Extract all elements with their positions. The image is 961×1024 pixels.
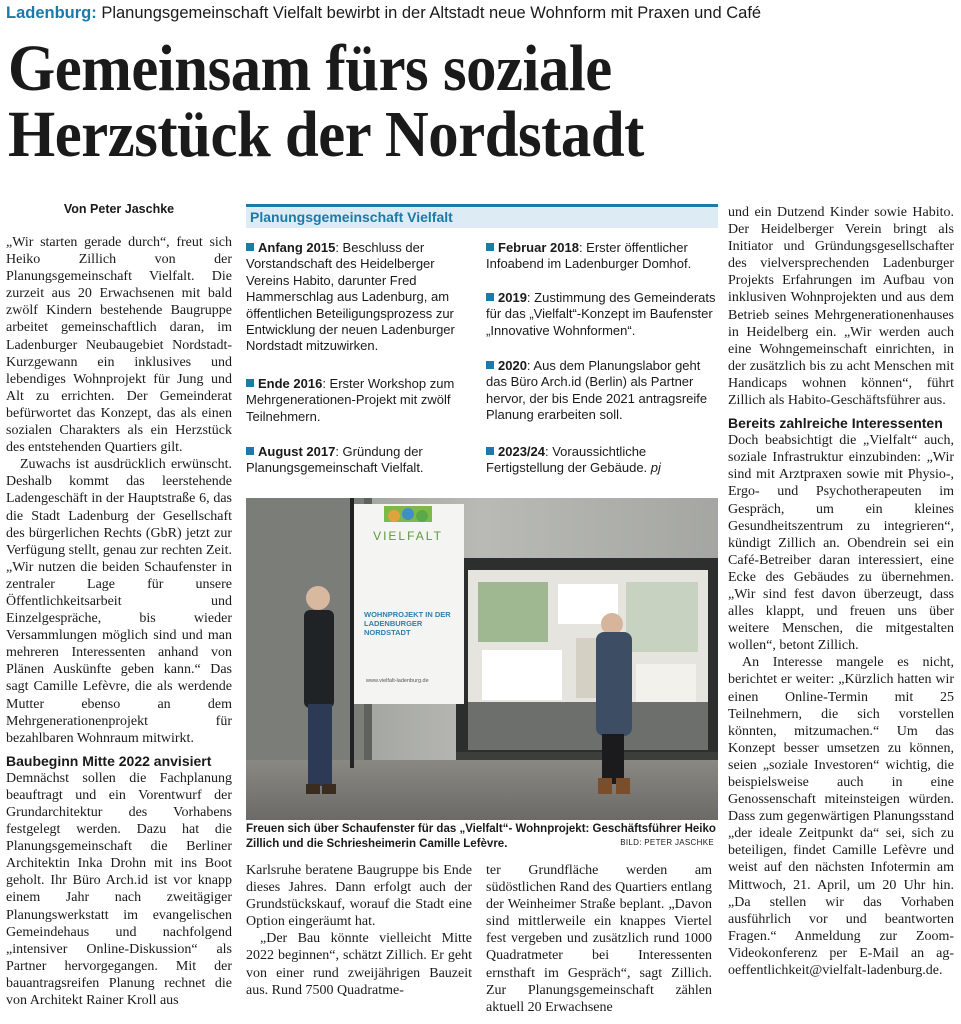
kicker-text: Planungsgemeinschaft Vielfalt bewirbt in der Altstadt neue Wohnform mit Praxen und Café [96, 4, 762, 22]
timeline-item: Februar 2018: Erster öffentlicher Infoabend im Ladenburger Domhof. [486, 240, 692, 272]
person-man [304, 586, 336, 794]
kicker-place: Ladenburg: [6, 4, 97, 22]
bullet-square-icon [486, 361, 494, 369]
bullet-square-icon [246, 447, 254, 455]
timeline-item: Anfang 2015: Beschluss der Vorstandschaft des Heidelberger Vereins Habito, darunter Fred Hammerschlag aus Ladenburg, am öffentlichen Beteiligungsprozess zur Entwicklung der neuen Ladenburger Nordstadt mitzuwirken. [246, 240, 455, 354]
subheading: Baubeginn Mitte 2022 anvisiert [6, 752, 212, 769]
paragraph: Doch beabsichtigt die „Vielfalt“ auch, soziale Infrastruktur einzubinden: „Wir sind mit Arztpraxen sowie mit Physio-, Ergo- und Psychotherapeuten im Gespräch, um ein kleines Gesundheitszentrum zu integrieren“, kündigt Zillich an. Obendrein sei ein Café-Betreiber daran interessiert, eine Ecke des Gebäudes zu übernehmen. „Wir sind fest davon überzeugt, dass alles klappt, und freuen uns über weitere Menschen, die mitgestalten wollen“, betont Zillich. [728, 433, 954, 654]
paragraph: Karlsruhe beratene Baugruppe bis Ende dieses Jahres. Dann erfolgt auch der Grundstückskauf, worauf die Stadt eine Option eingeräumt hat. [246, 863, 472, 930]
paragraph: ter Grundfläche werden am südöstlichen Rand des Quartiers entlang der Weinheimer Straße beplant. „Davon sind mittlerweile ein knappes Viertel fest vergeben und zusätzlich rund 1000 Quadratmeter bei Interessenten ernsthaft im Gespräch“, sagt Zillich. Zur Planungsgemeinschaft zählen aktuell 20 Erwachsene [486, 863, 712, 1015]
timeline-title: Planungsgemeinschaft Vielfalt [246, 204, 718, 228]
timeline-item: August 2017: Gründung der Planungsgemeinschaft Vielfalt. [246, 444, 424, 476]
paragraph: „Wir starten gerade durch“, freut sich Heiko Zillich von der Planungsgemeinschaft Vielfalt. Die zurzeit aus 20 Erwachsenen mit bald zwölf Kindern bestehende Baugruppe arbeitet gemeinschaftlich daran, im Ladenburger Neubaugebiet Nordstadt-Kurzgewann ein inklusives und lebendiges Wohnprojekt für Jung und Alt zu errichten. Der Gemeinderat befürwortet das Konzept, das als einen sozialen Charakters als ein Herzstück des entstehenden Quartiers gilt. [6, 235, 232, 456]
banner-brand: VIELFALT [373, 529, 443, 543]
caption-text: Freuen sich über Schaufenster für das „Vielfalt“- Wohnprojekt: Geschäftsführer Heiko Zillich und die Schriesheimerin Camille Lefèvre. [246, 823, 716, 850]
timeline-item: 2019: Zustimmung des Gemeinderats für das „Vielfalt“-Konzept im Baufenster „Innovative Wohnformen“. [486, 290, 716, 338]
bullet-square-icon [486, 447, 494, 455]
banner-url: www.vielfalt-ladenburg.de [366, 678, 429, 684]
bullet-square-icon [486, 243, 494, 251]
paragraph: An Interesse mangele es nicht, berichtet er weiter: „Kürzlich hatten wir einen Online-Termin mit 25 Teilnehmern, die sich vorstellen könnten, mitzumachen.“ Um das Konzept besser umsetzen zu können, seien „soziale Investoren“ wichtig, die beispielsweise auch in eine Genossenschaft miteinsteigen würden. Dass zum gegenwärtigen Planungsstand „der ideale Zeitpunkt da“ sei, sich zu beteiligen, findet Camille Lefèvre und weist auf den nächsten Infotermin am Mittwoch, 21. April, um 20 Uhr hin. „Da stellen wir das Vorhaben ausführlich vor und beantworten Fragen.“ Anmeldung zur Zoom-Videokonferenz per E-Mail an ag-oeffentlichkeit@vielfalt-ladenburg.de. [728, 655, 954, 979]
kicker [6, 4, 956, 26]
column-2 [246, 862, 472, 999]
timeline-item: 2023/24: Voraussichtliche Fertigstellung der Gebäude. pj [486, 444, 661, 476]
headline [8, 32, 877, 171]
bullet-square-icon [246, 379, 254, 387]
bullet-square-icon [486, 293, 494, 301]
timeline-item: Ende 2016: Erster Workshop zum Mehrgenerationen-Projekt mit zwölf Teilnehmern. [246, 376, 455, 424]
timeline-item: 2020: Aus dem Planungslabor geht das Büro Arch.id (Berlin) als Partner hervor, der bis Ende 2021 antragsreife Planung erarbeiten soll. [486, 358, 708, 423]
article-photo [246, 498, 718, 820]
column-4 [728, 204, 954, 979]
photo-credit: BILD: PETER JASCHKE [620, 838, 714, 847]
paragraph: und ein Dutzend Kinder sowie Habito. Der Heidelberger Verein bringt als Initiator und Gründungsgesellschafter des vielversprechenden Ladenburger Projekts Erfahrungen im Aufbau von inklusiven Wohnprojekten und aus dem Betrieb seines Mehrgenerationenhauses in Heidelberg ein. „Wir werden auch eine Wohngemeinschaft einrichten, in der zusätzlich bis zu acht Menschen mit Handicaps wohnen können“, führt Zillich als Habito-Geschäftsführer aus. [728, 205, 954, 409]
banner-text: WOHNPROJEKT IN DER LADENBURGER NORDSTADT [364, 610, 451, 637]
byline: Von Peter Jaschke [63, 202, 175, 216]
column-3 [486, 862, 712, 1016]
timeline-box [246, 204, 718, 484]
headline-line2: Herzstück der Nordstadt [8, 98, 644, 171]
headline-line1: Gemeinsam fürs soziale [8, 32, 612, 105]
photo-illustration [246, 498, 718, 820]
paragraph: Zuwachs ist ausdrücklich erwünscht. Deshalb kommt das leerstehende Ladengeschäft in der Hauptstraße 6, das die Stadt Ladenburg der Gesellschaft des bürgerlichen Rechts (GbR) jetzt zur Verfügung stellt, genau zur rechten Zeit. „Wir nutzen die beiden Schaufenster in zentraler Lage für unsere Öffentlichkeitsarbeit und Einzelgespräche, bis wieder Versammlungen möglich sind und man mehreren Interessenten anhand von Plänen Auskünfte geben kann.“ Das sagt Camille Lefèvre, die als werdende Mutter ebenso an dem Mehrgenerationenprojekt für bezahlbaren Wohnraum mitwirkt. [6, 457, 232, 746]
photo-caption [246, 822, 718, 851]
subheading: Bereits zahlreiche Interessenten [728, 415, 943, 432]
paragraph: „Der Bau könnte vielleicht Mitte 2022 beginnen“, schätzt Zillich. Er geht von einer rund zweijährigen Bauzeit aus. Rund 7500 Quadratme- [246, 931, 472, 998]
bullet-square-icon [246, 243, 254, 251]
paragraph: Demnächst sollen die Fachplanung beauftragt und ein Vorentwurf der Grundarchitektur des Vorhabens festgelegt werden. Dazu hat die Planungsgemeinschaft die Berliner Architektin Inka Drohn mit ins Boot geholt. Ihr Büro Arch.id ist vor knapp einem Jahr nach zweitägiger Planungswerkstatt im evangelischen Gemeindehaus und nachfolgend „intensiver Online-Diskussion“ als Partner hervorgegangen. Mit der bauantragsreifen Planung rechnet die von Architekt Rainer Kroll aus [6, 770, 232, 1009]
column-1 [6, 234, 232, 1009]
